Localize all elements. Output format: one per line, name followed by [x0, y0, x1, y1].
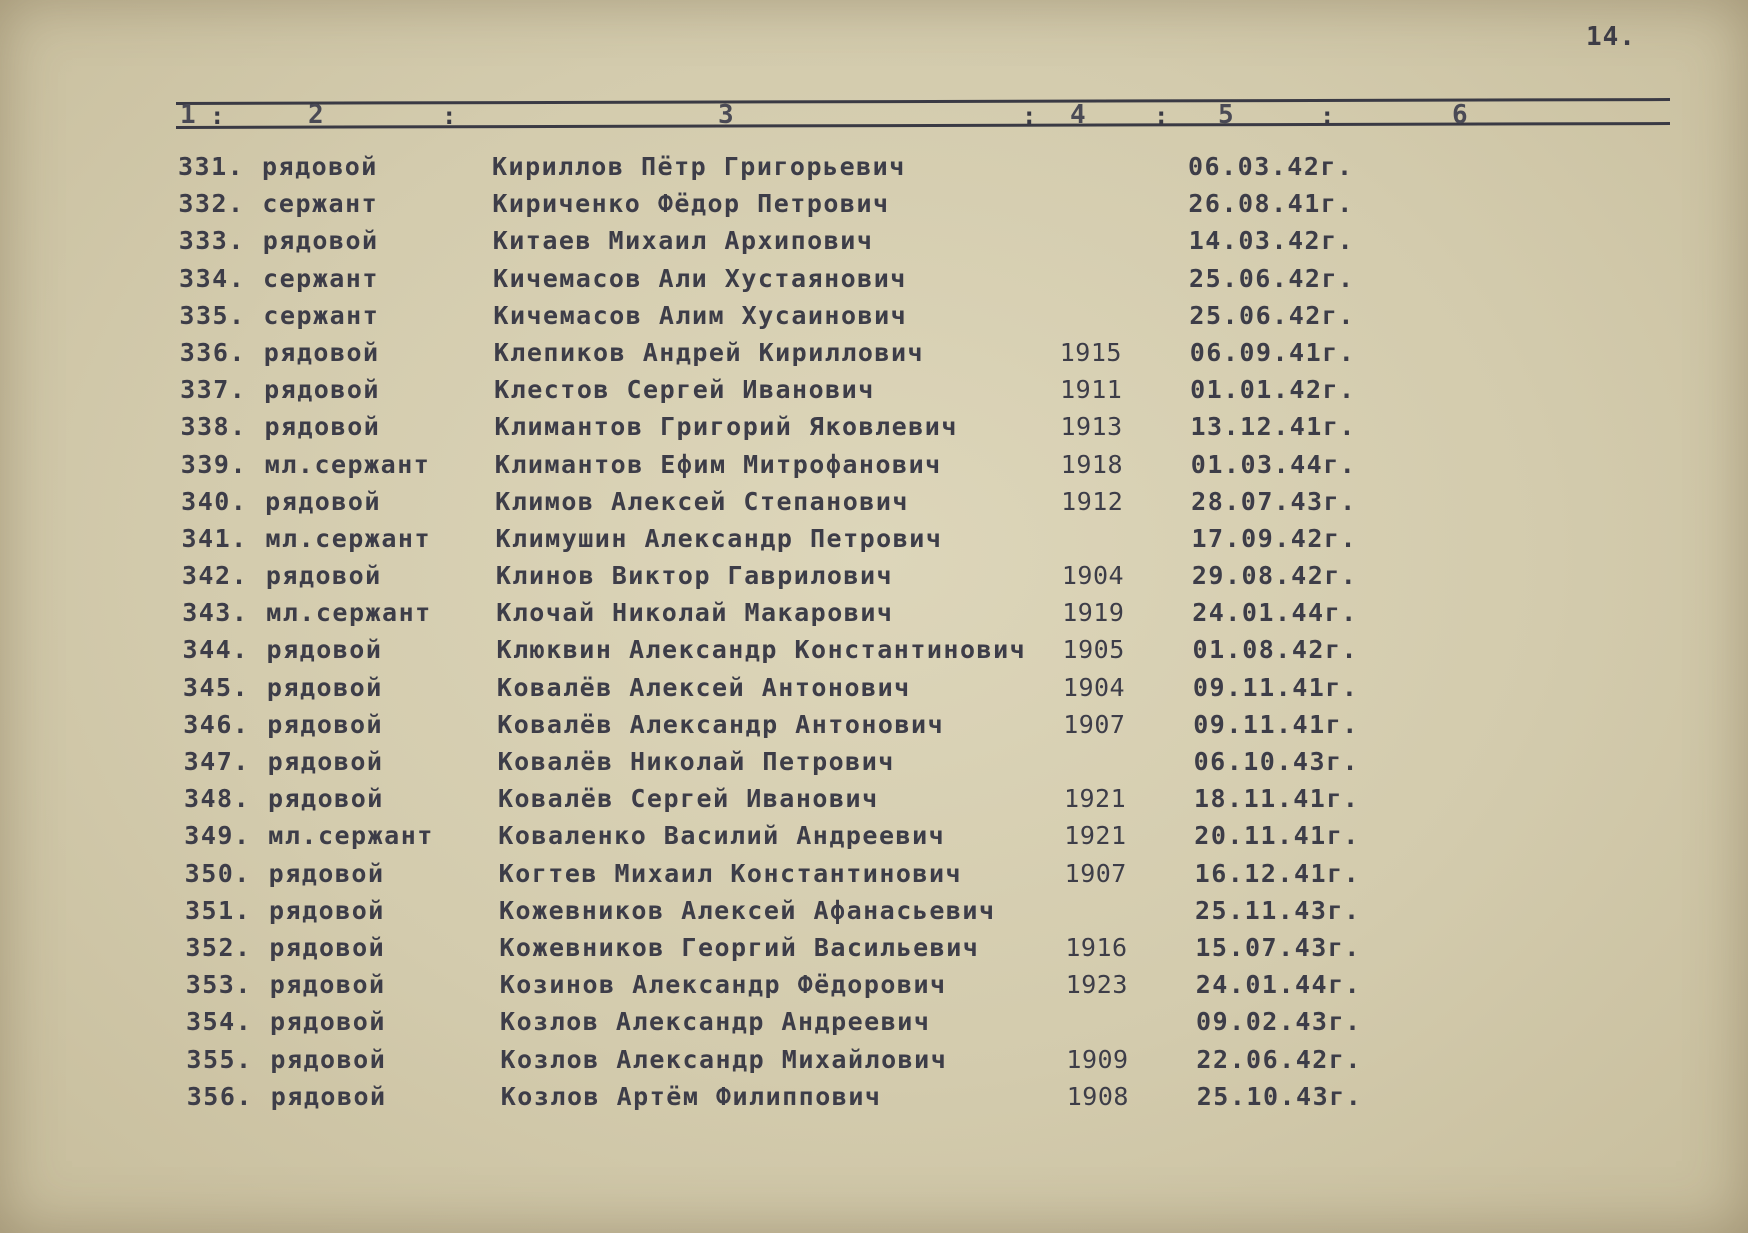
- row-birth-year: 1916: [1065, 932, 1128, 962]
- row-number: 332.: [178, 189, 245, 219]
- roster-table: [0, 152, 1748, 1119]
- row-full-name: Ковалёв Сергей Иванович: [497, 784, 879, 814]
- row-number: 339.: [180, 449, 248, 479]
- row-date: 01.03.44г.: [1190, 449, 1357, 479]
- row-number: 344.: [182, 635, 249, 665]
- table-row: [3, 450, 1748, 487]
- row-number: 354.: [186, 1007, 253, 1037]
- row-number: 340.: [181, 486, 248, 516]
- row-number: 348.: [183, 784, 251, 814]
- row-number: 352.: [185, 932, 252, 962]
- row-date: 28.07.43г.: [1191, 486, 1357, 516]
- row-rank: рядовой: [268, 858, 385, 888]
- row-date: 29.08.42г.: [1191, 561, 1358, 591]
- row-number: 345.: [182, 672, 250, 702]
- row-date: 24.01.44г.: [1192, 598, 1358, 628]
- row-birth-year: 1921: [1064, 821, 1127, 851]
- row-number: 347.: [183, 747, 250, 776]
- row-rank: рядовой: [267, 709, 384, 739]
- row-number: 349.: [184, 821, 251, 851]
- row-full-name: Кириллов Пётр Григорьевич: [492, 152, 906, 181]
- table-row: [4, 561, 1748, 598]
- table-row: [5, 673, 1748, 710]
- row-number: 336.: [179, 337, 246, 367]
- row-date: 09.11.41г.: [1192, 672, 1359, 702]
- row-full-name: Ковалёв Алексей Антонович: [496, 672, 911, 702]
- table-row: [6, 821, 1748, 858]
- row-rank: рядовой: [270, 1007, 386, 1037]
- row-date: 18.11.41г.: [1193, 784, 1360, 814]
- row-birth-year: 1904: [1062, 672, 1126, 702]
- table-row: [7, 896, 1748, 933]
- column-header-2: 2: [308, 100, 324, 130]
- row-birth-year: 1921: [1063, 784, 1127, 814]
- row-rank: рядовой: [266, 672, 383, 702]
- row-rank: мл.сержант: [264, 449, 431, 479]
- row-rank: рядовой: [265, 486, 381, 516]
- row-full-name: Клюквин Александр Константинович: [496, 635, 1027, 665]
- column-separator: :: [1320, 102, 1335, 130]
- row-date: 01.01.42г.: [1190, 375, 1356, 405]
- row-birth-year: 1912: [1061, 486, 1124, 516]
- column-separator: :: [1022, 102, 1037, 130]
- row-birth-year: 1904: [1061, 561, 1125, 591]
- column-header-3: 3: [718, 100, 734, 130]
- row-full-name: Козлов Александр Андреевич: [500, 1007, 931, 1037]
- row-number: 338.: [180, 412, 247, 442]
- table-row: [1, 301, 1748, 338]
- row-number: 334.: [179, 263, 246, 293]
- row-birth-year: 1915: [1059, 337, 1122, 367]
- row-full-name: Климантов Ефим Митрофанович: [494, 449, 942, 479]
- row-birth-year: 1909: [1066, 1044, 1129, 1074]
- table-row: [9, 1082, 1748, 1119]
- row-number: 331.: [178, 152, 245, 181]
- table-row: [8, 970, 1748, 1007]
- column-separator: :: [1154, 102, 1169, 130]
- row-number: 341.: [181, 523, 248, 553]
- row-date: 20.11.41г.: [1194, 821, 1360, 851]
- row-full-name: Когтев Михаил Константинович: [498, 858, 963, 888]
- table-row: [3, 487, 1748, 524]
- row-full-name: Козлов Артём Филиппович: [500, 1081, 882, 1111]
- row-number: 346.: [183, 709, 250, 739]
- row-full-name: Клепиков Андрей Кириллович: [493, 337, 925, 367]
- row-rank: мл.сержант: [268, 821, 434, 851]
- row-date: 22.06.42г.: [1196, 1044, 1362, 1074]
- row-full-name: Кириченко Фёдор Петрович: [492, 189, 890, 219]
- row-full-name: Коваленко Василий Андреевич: [498, 821, 946, 851]
- row-date: 06.03.42г.: [1188, 152, 1354, 181]
- row-date: 01.08.42г.: [1192, 635, 1359, 665]
- row-date: 26.08.41г.: [1188, 189, 1354, 219]
- column-separator: :: [442, 102, 457, 130]
- table-row: [2, 375, 1748, 412]
- row-rank: рядовой: [270, 1081, 387, 1111]
- row-full-name: Козлов Александр Михайлович: [500, 1044, 948, 1074]
- row-date: 25.06.42г.: [1189, 300, 1355, 330]
- row-date: 06.10.43г.: [1193, 747, 1360, 776]
- row-rank: рядовой: [267, 747, 384, 776]
- row-full-name: Козинов Александр Фёдорович: [499, 970, 947, 1000]
- table-row: [1, 226, 1748, 263]
- column-separator: :: [210, 102, 225, 130]
- row-number: 333.: [178, 226, 245, 256]
- table-row: [0, 189, 1748, 226]
- row-full-name: Клестов Сергей Иванович: [494, 375, 875, 405]
- table-row: [5, 710, 1748, 747]
- row-birth-year: 1908: [1066, 1081, 1129, 1111]
- row-birth-year: 1905: [1062, 635, 1125, 665]
- header-bottom-rule: [176, 122, 1670, 129]
- row-number: 351.: [185, 895, 252, 925]
- table-row: [2, 338, 1748, 375]
- row-birth-year: 1911: [1060, 375, 1123, 405]
- table-row: [6, 747, 1748, 784]
- row-number: 342.: [181, 561, 249, 591]
- row-number: 337.: [180, 375, 247, 405]
- row-rank: мл.сержант: [265, 523, 432, 553]
- column-header-1: 1: [180, 100, 196, 130]
- row-full-name: Клинов Виктор Гаврилович: [495, 561, 894, 591]
- table-row: [7, 859, 1748, 896]
- row-birth-year: 1923: [1065, 970, 1128, 1000]
- table-row: [0, 152, 1748, 189]
- row-rank: рядовой: [270, 1044, 387, 1074]
- column-header-5: 5: [1218, 100, 1234, 130]
- row-rank: рядовой: [262, 226, 379, 256]
- row-rank: рядовой: [269, 932, 386, 962]
- row-full-name: Клочай Николай Макарович: [496, 598, 894, 628]
- row-birth-year: 1907: [1063, 709, 1126, 739]
- row-rank: рядовой: [262, 152, 378, 181]
- row-full-name: Климушин Александр Петрович: [495, 523, 943, 553]
- header-top-rule: [176, 98, 1670, 105]
- row-number: 343.: [182, 598, 249, 628]
- row-rank: сержант: [263, 263, 379, 293]
- row-birth-year: 1919: [1062, 598, 1125, 628]
- column-header-4: 4: [1070, 100, 1086, 130]
- row-date: 13.12.41г.: [1190, 412, 1356, 442]
- table-row: [5, 635, 1748, 672]
- row-date: 24.01.44г.: [1195, 970, 1362, 1000]
- row-full-name: Климантов Григорий Яковлевич: [494, 412, 958, 442]
- row-number: 356.: [186, 1081, 253, 1111]
- row-birth-year: 1907: [1064, 858, 1127, 888]
- row-rank: мл.сержант: [266, 598, 432, 628]
- row-date: 25.11.43г.: [1195, 895, 1361, 925]
- row-full-name: Кичемасов Алим Хусаинович: [493, 300, 908, 330]
- row-date: 16.12.41г.: [1194, 858, 1361, 888]
- row-full-name: Кичемасов Али Хустаянович: [493, 263, 907, 293]
- row-full-name: Ковалёв Александр Антонович: [497, 709, 945, 739]
- row-date: 06.09.41г.: [1189, 337, 1356, 367]
- row-rank: рядовой: [264, 375, 380, 405]
- table-row: [8, 1007, 1748, 1044]
- row-date: 14.03.42г.: [1188, 226, 1355, 256]
- row-full-name: Китаев Михаил Архипович: [492, 226, 874, 256]
- row-date: 15.07.43г.: [1195, 932, 1361, 962]
- row-rank: сержант: [262, 189, 379, 219]
- page-number: 14.: [1586, 22, 1636, 52]
- row-full-name: Ковалёв Николай Петрович: [497, 747, 895, 776]
- table-row: [4, 598, 1748, 635]
- table-row: [6, 784, 1748, 821]
- row-rank: рядовой: [267, 784, 384, 814]
- column-header-6: 6: [1452, 100, 1468, 130]
- row-number: 350.: [184, 858, 251, 888]
- row-rank: рядовой: [265, 561, 382, 591]
- row-rank: рядовой: [269, 970, 386, 1000]
- row-date: 09.11.41г.: [1193, 709, 1359, 739]
- row-full-name: Климов Алексей Степанович: [495, 486, 909, 516]
- table-row: [1, 264, 1748, 301]
- table-row: [2, 412, 1748, 449]
- row-birth-year: 1918: [1060, 449, 1124, 479]
- row-date: 25.10.43г.: [1196, 1081, 1363, 1111]
- table-row: [8, 1045, 1748, 1082]
- row-rank: сержант: [263, 300, 380, 330]
- row-number: 353.: [185, 970, 252, 1000]
- row-number: 355.: [186, 1044, 253, 1074]
- row-date: 09.02.43г.: [1196, 1007, 1362, 1037]
- row-rank: рядовой: [266, 635, 383, 665]
- table-row: [7, 933, 1748, 970]
- row-rank: рядовой: [264, 412, 381, 442]
- row-rank: рядовой: [263, 337, 380, 367]
- row-number: 335.: [179, 300, 246, 330]
- table-row: [4, 524, 1748, 561]
- row-date: 17.09.42г.: [1191, 523, 1358, 553]
- row-full-name: Кожевников Георгий Васильевич: [499, 932, 980, 962]
- row-birth-year: 1913: [1060, 412, 1123, 442]
- row-rank: рядовой: [269, 895, 385, 925]
- row-date: 25.06.42г.: [1189, 263, 1355, 293]
- row-full-name: Кожевников Алексей Афанасьевич: [499, 895, 996, 925]
